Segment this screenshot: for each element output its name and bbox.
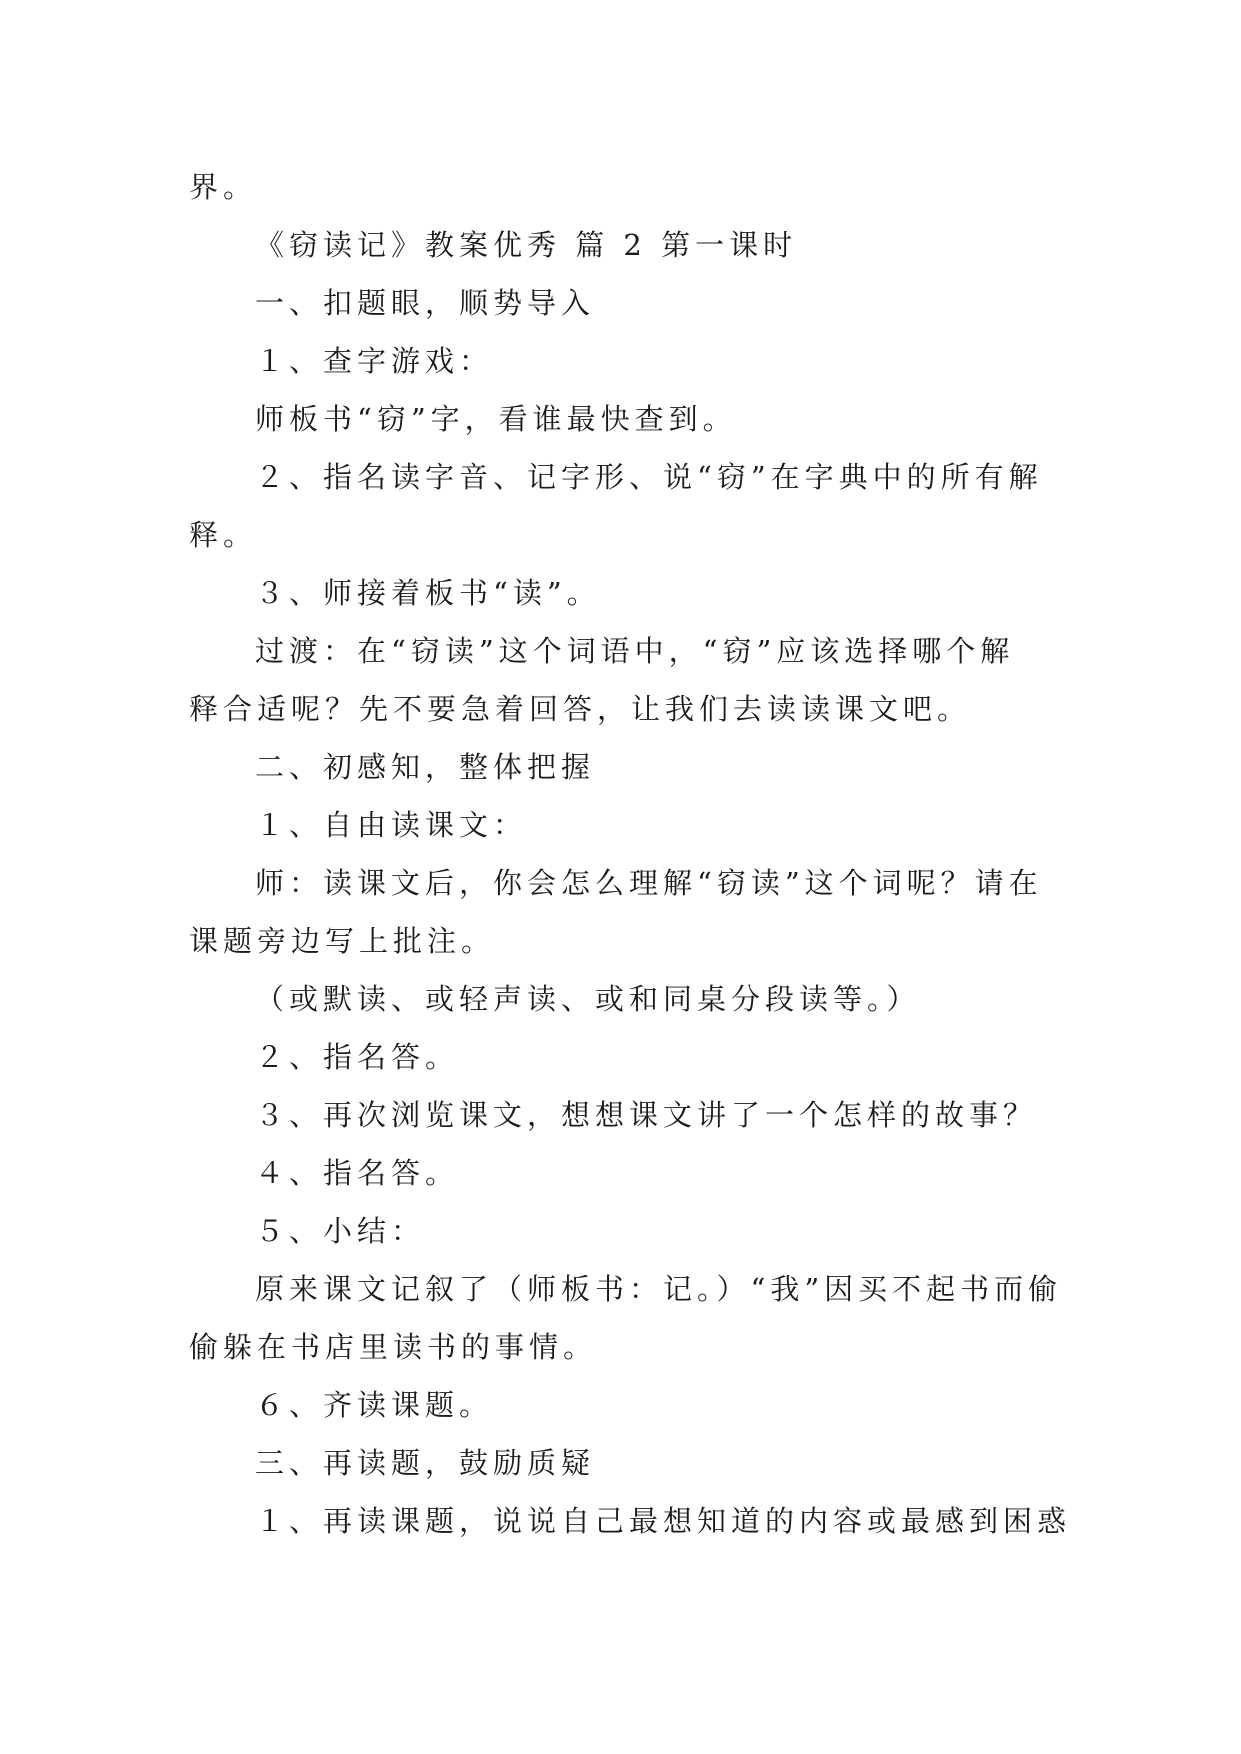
text-line-13: 师：读课文后，你会怎么理解“窃读”这个词呢？请在 bbox=[255, 866, 1043, 900]
text-line-16: ２、指名答。 bbox=[255, 1040, 460, 1074]
text-line-12: １、自由读课文： bbox=[255, 808, 528, 842]
text-line-18: ４、指名答。 bbox=[255, 1156, 460, 1190]
text-line-15: （或默读、或轻声读、或和同桌分段读等。） bbox=[255, 982, 921, 1016]
text-line-4: １、查字游戏： bbox=[255, 344, 494, 378]
text-line-20: 原来课文记叙了（师板书：记。）“我”因买不起书而偷 bbox=[255, 1272, 1063, 1306]
text-line-7: 释。 bbox=[189, 518, 258, 552]
text-line-10: 释合适呢？先不要急着回答，让我们去读读课文吧。 bbox=[189, 692, 972, 726]
text-line-17: ３、再次浏览课文，想想课文讲了一个怎样的故事？ bbox=[255, 1098, 1038, 1132]
text-line-24: １、再读课题，说说自己最想知道的内容或最感到困惑 bbox=[255, 1504, 1072, 1538]
heading-two: 二、初感知，整体把握 bbox=[255, 750, 596, 784]
text-line-19: ５、小结： bbox=[255, 1214, 426, 1248]
text-line-14: 课题旁边写上批注。 bbox=[189, 924, 496, 958]
heading-three: 三、再读题，鼓励质疑 bbox=[255, 1446, 596, 1480]
text-line-5: 师板书“窃”字，看谁最快查到。 bbox=[255, 402, 737, 436]
text-line-1: 界。 bbox=[189, 170, 258, 204]
heading-one: 一、扣题眼，顺势导入 bbox=[255, 286, 596, 320]
text-line-22: ６、齐读课题。 bbox=[255, 1388, 494, 1422]
text-line-9: 过渡：在“窃读”这个词语中，“窃”应该选择哪个解 bbox=[255, 634, 1015, 668]
section-title-line: 《窃读记》教案优秀 篇 2 第一课时 bbox=[255, 228, 798, 262]
text-line-21: 偷躲在书店里读书的事情。 bbox=[189, 1330, 598, 1364]
text-line-6: ２、指名读字音、记字形、说“窃”在字典中的所有解 bbox=[255, 460, 1043, 494]
text-line-8: ３、师接着板书“读”。 bbox=[255, 576, 601, 610]
